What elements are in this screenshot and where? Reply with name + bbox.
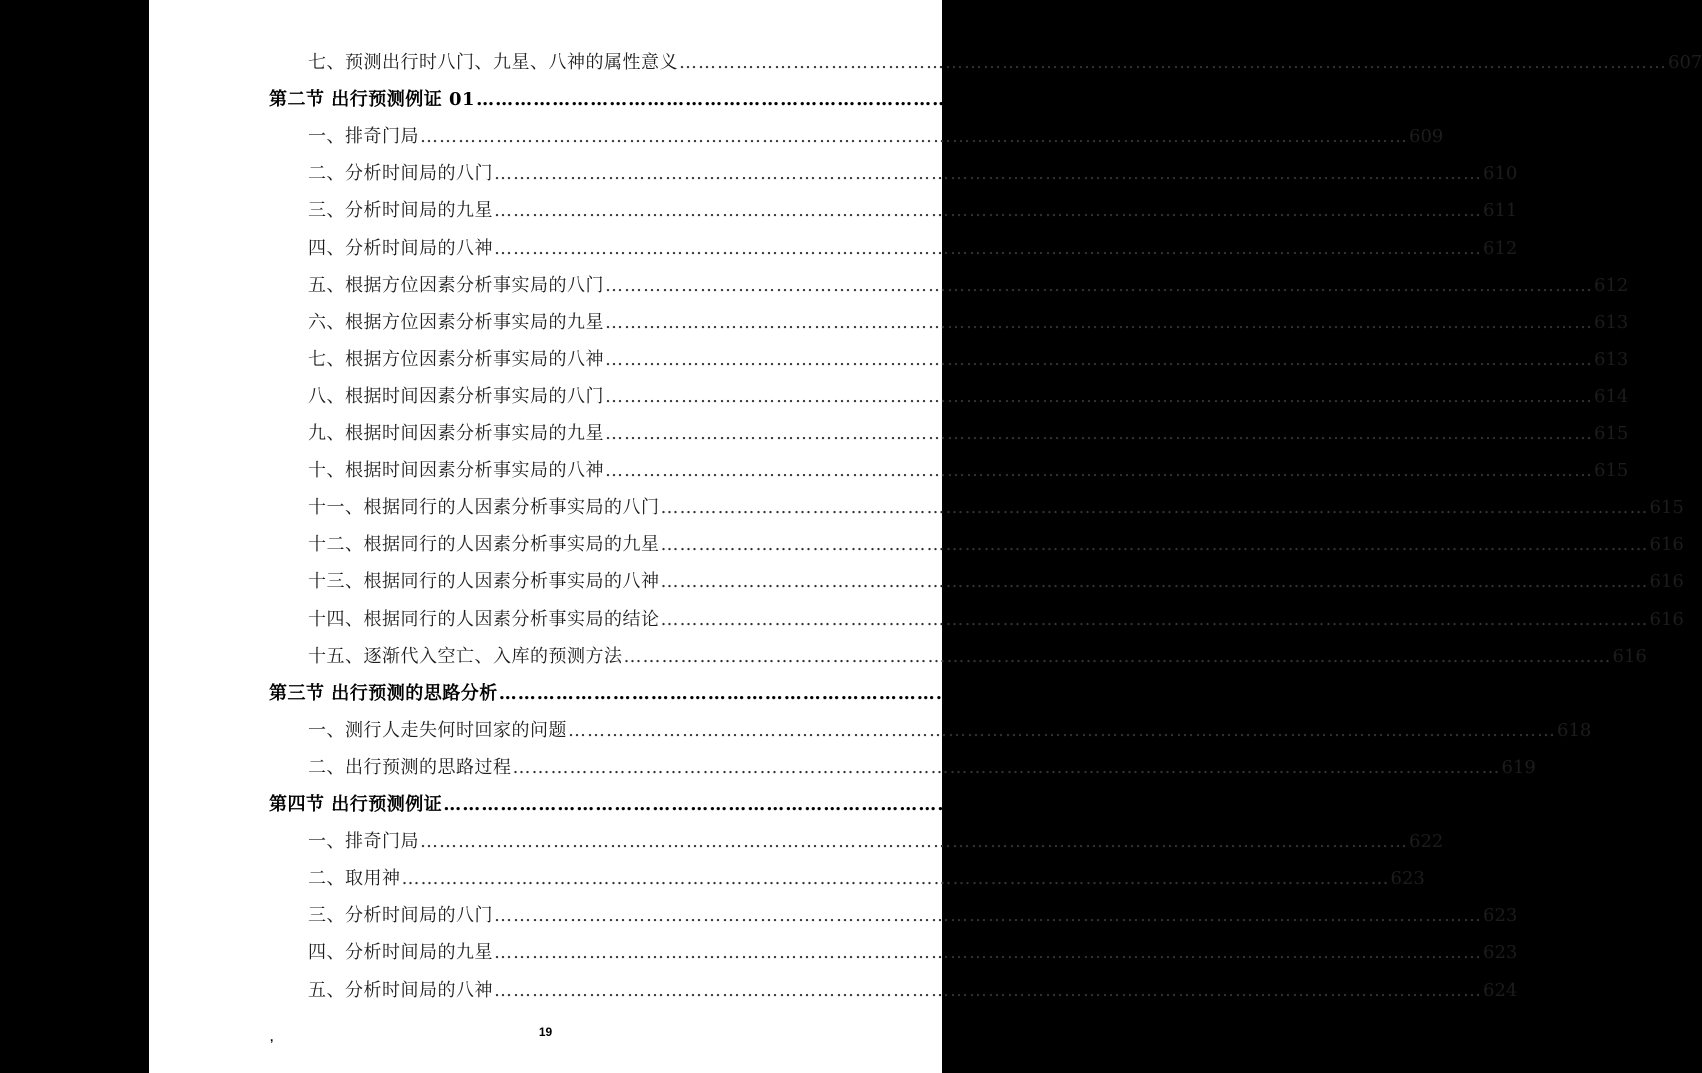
toc-entry-title: 十五、逐渐代入空亡、入库的预测方法 — [308, 645, 623, 667]
toc-entry-page: 622 — [1409, 831, 1444, 853]
toc-entry-title: 二、取用神 — [308, 868, 401, 890]
toc-entry-page: 609 — [1465, 89, 1503, 111]
page-number: 19 — [538, 1025, 553, 1039]
toc-dot-leader: ………………………………………………………………………………………………………………………………………… — [679, 52, 1667, 73]
toc-dot-leader: ………………………………………………………………………………………………………………………………………… — [494, 905, 1482, 927]
toc-section-row — [269, 790, 1470, 827]
toc-dot-leader: ………………………………………………………………………………………………………………………………………… — [401, 868, 1390, 890]
toc-item-row — [308, 567, 1684, 604]
toc-dot-leader: ………………………………………………………………………………………………………………………………………… — [605, 274, 1593, 296]
toc-entry-title: 二、分析时间局的八门 — [308, 163, 493, 185]
toc-entry-page: 612 — [1594, 274, 1629, 296]
toc-entry-title: 三、分析时间局的八门 — [308, 905, 493, 927]
toc-entry-title: 九、根据时间因素分析事实局的九星 — [308, 423, 604, 444]
toc-item-row — [308, 938, 1518, 975]
toc-item-row — [308, 864, 1425, 901]
toc-dot-leader: ………………………………………………………………………………………………………………………………………… — [420, 126, 1408, 148]
toc-dot-leader: ………………………………………………………………………………………………………………………………………… — [498, 682, 1487, 704]
toc-item-row — [308, 642, 1647, 679]
toc-entry-title: 一、排奇门局 — [308, 126, 419, 148]
toc-entry-page: 622 — [1432, 794, 1470, 815]
toc-entry-title: 五、根据方位因素分析事实局的八门 — [308, 274, 604, 296]
toc-entry-title: 一、排奇门局 — [308, 831, 419, 853]
toc-entry-title: 八、根据时间因素分析事实局的八门 — [308, 385, 604, 407]
toc-entry-page: 615 — [1594, 460, 1629, 482]
toc-entry-title: 十二、根据同行的人因素分析事实局的九星 — [308, 534, 660, 556]
toc-entry-title: 第三节 出行预测的思路分析 — [269, 682, 498, 704]
toc-section-row — [269, 679, 1526, 716]
toc-entry-page: 612 — [1483, 237, 1518, 259]
toc-item-row — [308, 271, 1629, 308]
toc-item-row — [308, 122, 1444, 159]
toc-dot-leader: ………………………………………………………………………………………………………………………………………… — [605, 348, 1593, 370]
toc-item-row — [308, 976, 1518, 1013]
toc-item-row — [308, 196, 1518, 233]
toc-entry-page: 615 — [1649, 497, 1684, 519]
toc-entry-page: 613 — [1594, 311, 1629, 333]
toc-item-row — [308, 308, 1629, 345]
toc-dot-leader: ………………………………………………………………………………………………………………………………………… — [605, 385, 1593, 407]
toc-item-row — [308, 234, 1518, 271]
toc-entry-page: 618 — [1557, 719, 1592, 741]
toc-dot-leader: ………………………………………………………………………………………………………………………………………… — [494, 942, 1482, 964]
toc-item-row — [308, 493, 1684, 530]
toc-item-row — [308, 605, 1684, 642]
toc-entry-title: 二、出行预测的思路过程 — [308, 756, 512, 778]
toc-dot-leader: ………………………………………………………………………………………………………………………………………… — [494, 979, 1482, 1001]
toc-dot-leader: ………………………………………………………………………………………………………………………………………… — [660, 497, 1649, 519]
toc-entry-page: 623 — [1483, 905, 1518, 927]
toc-entry-page: 609 — [1409, 126, 1444, 148]
toc-item-row — [308, 827, 1444, 864]
toc-item-row — [308, 530, 1684, 567]
toc-entry-page: 619 — [1501, 756, 1536, 778]
toc-item-row — [308, 345, 1629, 382]
toc-entry-page: 615 — [1594, 423, 1629, 444]
toc-dot-leader: ………………………………………………………………………………………………………………………………………… — [494, 237, 1482, 259]
toc-item-row — [308, 382, 1629, 419]
toc-dot-leader: ………………………………………………………………………………………………………………………………………… — [512, 756, 1501, 778]
toc-dot-leader: ………………………………………………………………………………………………………………………………………… — [494, 163, 1482, 185]
toc-entry-page: 616 — [1649, 571, 1684, 593]
toc-entry-page: 616 — [1649, 608, 1684, 630]
toc-dot-leader: ………………………………………………………………………………………………………………………………………… — [476, 89, 1465, 111]
document-page — [149, 0, 1702, 1073]
toc-entry-page: 611 — [1483, 200, 1518, 222]
toc-entry-title: 三、分析时间局的九星 — [308, 200, 493, 222]
toc-entry-title: 四、分析时间局的八神 — [308, 237, 493, 259]
toc-dot-leader: ………………………………………………………………………………………………………………………………………… — [605, 460, 1593, 482]
toc-dot-leader: ………………………………………………………………………………………………………………………………………… — [660, 608, 1649, 630]
toc-dot-leader: ………………………………………………………………………………………………………………………………………… — [660, 534, 1649, 556]
toc-item-row — [308, 901, 1518, 938]
toc-dot-leader: ………………………………………………………………………………………………………………………………………… — [420, 831, 1408, 853]
toc-entry-page: 624 — [1483, 979, 1518, 1001]
toc-item-row — [308, 159, 1518, 196]
toc-entry-title: 六、根据方位因素分析事实局的九星 — [308, 311, 604, 333]
toc-entry-page: 613 — [1594, 348, 1629, 370]
toc-entry-page: 623 — [1390, 868, 1425, 890]
toc-entry-page: 618 — [1487, 682, 1526, 704]
toc-entry-page: 616 — [1649, 534, 1684, 556]
toc-dot-leader: ………………………………………………………………………………………………………………………………………… — [660, 571, 1649, 593]
toc-dot-leader: ………………………………………………………………………………………………………………………………………… — [605, 423, 1593, 444]
toc-section-row — [269, 85, 1503, 122]
toc-entry-title: 第四节 出行预测例证 — [269, 794, 443, 815]
toc-entry-title: 第二节 出行预测例证 01 — [269, 89, 476, 111]
toc-entry-title: 四、分析时间局的九星 — [308, 942, 493, 964]
toc-entry-title: 十三、根据同行的人因素分析事实局的八神 — [308, 571, 660, 593]
toc-entry-title: 七、预测出行时八门、九星、八神的属性意义 — [308, 52, 678, 73]
toc-dot-leader: ………………………………………………………………………………………………………………………………………… — [605, 311, 1593, 333]
toc-entry-page: 616 — [1612, 645, 1647, 667]
footer-mark: , — [270, 1030, 274, 1044]
toc-entry-title: 十四、根据同行的人因素分析事实局的结论 — [308, 608, 660, 630]
toc-dot-leader: ………………………………………………………………………………………………………………………………………… — [443, 794, 1432, 815]
toc-dot-leader: ………………………………………………………………………………………………………………………………………… — [568, 719, 1556, 741]
toc-item-row — [308, 456, 1629, 493]
toc-entry-page: 610 — [1483, 163, 1518, 185]
toc-entry-page: 607 — [1668, 52, 1702, 73]
toc-entry-title: 十一、根据同行的人因素分析事实局的八门 — [308, 497, 660, 519]
toc-entry-page: 614 — [1594, 385, 1629, 407]
toc-entry-title: 一、测行人走失何时回家的问题 — [308, 719, 567, 741]
toc-item-row — [308, 753, 1536, 790]
toc-entry-title: 十、根据时间因素分析事实局的八神 — [308, 460, 604, 482]
toc-item-row — [308, 48, 1702, 85]
toc-entry-title: 七、根据方位因素分析事实局的八神 — [308, 348, 604, 370]
toc-dot-leader: ………………………………………………………………………………………………………………………………………… — [494, 200, 1482, 222]
toc-item-row — [308, 716, 1592, 753]
toc-dot-leader: ………………………………………………………………………………………………………………………………………… — [623, 645, 1612, 667]
toc-item-row — [308, 419, 1629, 456]
toc-entry-title: 五、分析时间局的八神 — [308, 979, 493, 1001]
toc-entry-page: 623 — [1483, 942, 1518, 964]
